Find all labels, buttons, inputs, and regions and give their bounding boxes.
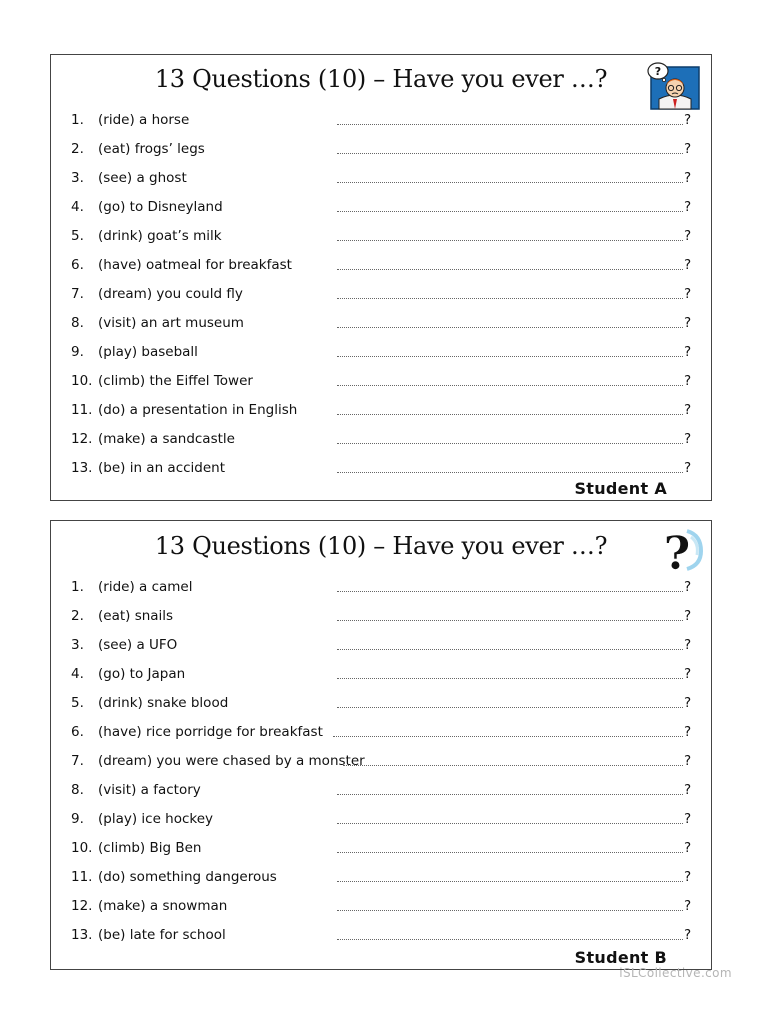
question-number: 4. — [71, 666, 84, 682]
answer-line[interactable] — [337, 230, 683, 241]
question-row — [71, 809, 693, 829]
question-row — [71, 197, 693, 217]
question-number: 13. — [71, 460, 93, 476]
question-mark: ? — [684, 170, 692, 186]
worksheet-title: 13 Questions (10) – Have you ever …? — [154, 532, 608, 560]
question-prompt: (have) oatmeal for breakfast — [98, 257, 292, 273]
question-prompt: (drink) snake blood — [98, 695, 229, 711]
worksheet-student-b — [50, 520, 712, 970]
question-mark: ? — [684, 666, 692, 682]
student-label: Student A — [574, 479, 667, 498]
question-number: 3. — [71, 637, 84, 653]
question-row — [71, 284, 693, 304]
question-prompt: (do) something dangerous — [98, 869, 277, 885]
question-prompt: (dream) you could fly — [98, 286, 243, 302]
answer-line[interactable] — [337, 871, 683, 882]
question-prompt: (do) a presentation in English — [98, 402, 298, 418]
answer-line[interactable] — [337, 433, 683, 444]
answer-line[interactable] — [337, 842, 683, 853]
answer-line[interactable] — [337, 900, 683, 911]
question-mark: ? — [684, 724, 692, 740]
question-mark-icon — [657, 525, 705, 577]
question-number: 5. — [71, 695, 84, 711]
question-prompt: (visit) an art museum — [98, 315, 244, 331]
question-mark: ? — [684, 257, 692, 273]
question-row — [71, 110, 693, 130]
question-number: 3. — [71, 170, 84, 186]
question-number: 7. — [71, 286, 84, 302]
answer-line[interactable] — [337, 581, 683, 592]
question-row — [71, 867, 693, 887]
question-mark: ? — [684, 344, 692, 360]
question-row — [71, 693, 693, 713]
question-mark: ? — [684, 460, 692, 476]
question-prompt: (drink) goat’s milk — [98, 228, 222, 244]
answer-line[interactable] — [337, 317, 683, 328]
question-mark: ? — [684, 695, 692, 711]
question-mark: ? — [684, 608, 692, 624]
question-mark: ? — [684, 898, 692, 914]
question-number: 8. — [71, 782, 84, 798]
question-prompt: (play) baseball — [98, 344, 198, 360]
question-row — [71, 400, 693, 420]
question-mark: ? — [684, 782, 692, 798]
question-mark: ? — [684, 431, 692, 447]
question-prompt: (dream) you were chased by a monster — [98, 753, 365, 769]
question-number: 4. — [71, 199, 84, 215]
question-row — [71, 139, 693, 159]
question-row — [71, 255, 693, 275]
question-number: 10. — [71, 840, 93, 856]
question-mark: ? — [684, 373, 692, 389]
answer-line[interactable] — [337, 813, 683, 824]
answer-line[interactable] — [337, 201, 683, 212]
question-number: 8. — [71, 315, 84, 331]
answer-line[interactable] — [337, 462, 683, 473]
question-number: 2. — [71, 141, 84, 157]
question-number: 12. — [71, 431, 93, 447]
question-row — [71, 664, 693, 684]
question-prompt: (visit) a factory — [98, 782, 201, 798]
question-prompt: (play) ice hockey — [98, 811, 214, 827]
question-prompt: (ride) a camel — [98, 579, 193, 595]
answer-line[interactable] — [337, 697, 683, 708]
question-prompt: (have) rice porridge for breakfast — [98, 724, 323, 740]
worksheet-student-a — [50, 54, 712, 501]
answer-line[interactable] — [337, 668, 683, 679]
question-prompt: (climb) Big Ben — [98, 840, 202, 856]
question-mark: ? — [684, 112, 692, 128]
question-number: 9. — [71, 811, 84, 827]
question-prompt: (eat) snails — [98, 608, 174, 624]
answer-line[interactable] — [337, 114, 683, 125]
question-row — [71, 722, 693, 742]
question-row — [71, 896, 693, 916]
answer-line[interactable] — [343, 755, 683, 766]
question-row — [71, 313, 693, 333]
question-mark: ? — [684, 228, 692, 244]
question-number: 5. — [71, 228, 84, 244]
question-number: 2. — [71, 608, 84, 624]
question-prompt: (go) to Disneyland — [98, 199, 223, 215]
question-mark: ? — [684, 840, 692, 856]
question-mark: ? — [684, 199, 692, 215]
question-row — [71, 635, 693, 655]
question-row — [71, 226, 693, 246]
question-mark: ? — [684, 315, 692, 331]
question-number: 10. — [71, 373, 93, 389]
answer-line[interactable] — [337, 172, 683, 183]
question-mark: ? — [684, 579, 692, 595]
answer-line[interactable] — [337, 143, 683, 154]
question-mark: ? — [684, 637, 692, 653]
question-number: 1. — [71, 579, 84, 595]
question-mark: ? — [684, 753, 692, 769]
question-row — [71, 606, 693, 626]
question-mark: ? — [684, 869, 692, 885]
answer-line[interactable] — [337, 375, 683, 386]
question-row — [71, 838, 693, 858]
question-prompt: (make) a snowman — [98, 898, 228, 914]
question-row — [71, 429, 693, 449]
question-row — [71, 751, 693, 771]
question-row — [71, 342, 693, 362]
question-number: 7. — [71, 753, 84, 769]
question-number: 6. — [71, 724, 84, 740]
student-label: Student B — [574, 948, 667, 967]
question-number: 12. — [71, 898, 93, 914]
question-row — [71, 458, 693, 478]
question-prompt: (be) late for school — [98, 927, 226, 943]
answer-line[interactable] — [337, 404, 683, 415]
question-mark: ? — [684, 811, 692, 827]
thinking-man-icon — [645, 61, 701, 111]
svg-text:?: ? — [663, 526, 691, 577]
svg-text:?: ? — [654, 65, 662, 78]
answer-line[interactable] — [337, 288, 683, 299]
answer-line[interactable] — [337, 259, 683, 270]
question-row — [71, 925, 693, 945]
question-mark: ? — [684, 402, 692, 418]
question-number: 9. — [71, 344, 84, 360]
question-number: 1. — [71, 112, 84, 128]
question-number: 13. — [71, 927, 93, 943]
answer-line[interactable] — [337, 639, 683, 650]
question-prompt: (go) to Japan — [98, 666, 186, 682]
question-number: 11. — [71, 869, 93, 885]
question-row — [71, 577, 693, 597]
question-prompt: (see) a UFO — [98, 637, 178, 653]
question-prompt: (ride) a horse — [98, 112, 190, 128]
answer-line[interactable] — [337, 929, 683, 940]
answer-line[interactable] — [337, 346, 683, 357]
question-row — [71, 371, 693, 391]
worksheet-title: 13 Questions (10) – Have you ever …? — [154, 65, 608, 93]
question-row — [71, 168, 693, 188]
question-mark: ? — [684, 927, 692, 943]
answer-line[interactable] — [337, 610, 683, 621]
question-number: 6. — [71, 257, 84, 273]
question-prompt: (climb) the Eiffel Tower — [98, 373, 253, 389]
watermark: iSLCollective.com — [619, 966, 732, 980]
question-prompt: (make) a sandcastle — [98, 431, 235, 447]
question-row — [71, 780, 693, 800]
question-prompt: (eat) frogs’ legs — [98, 141, 205, 157]
answer-line[interactable] — [337, 784, 683, 795]
question-prompt: (be) in an accident — [98, 460, 226, 476]
question-mark: ? — [684, 286, 692, 302]
question-prompt: (see) a ghost — [98, 170, 187, 186]
question-mark: ? — [684, 141, 692, 157]
question-number: 11. — [71, 402, 93, 418]
answer-line[interactable] — [333, 726, 683, 737]
